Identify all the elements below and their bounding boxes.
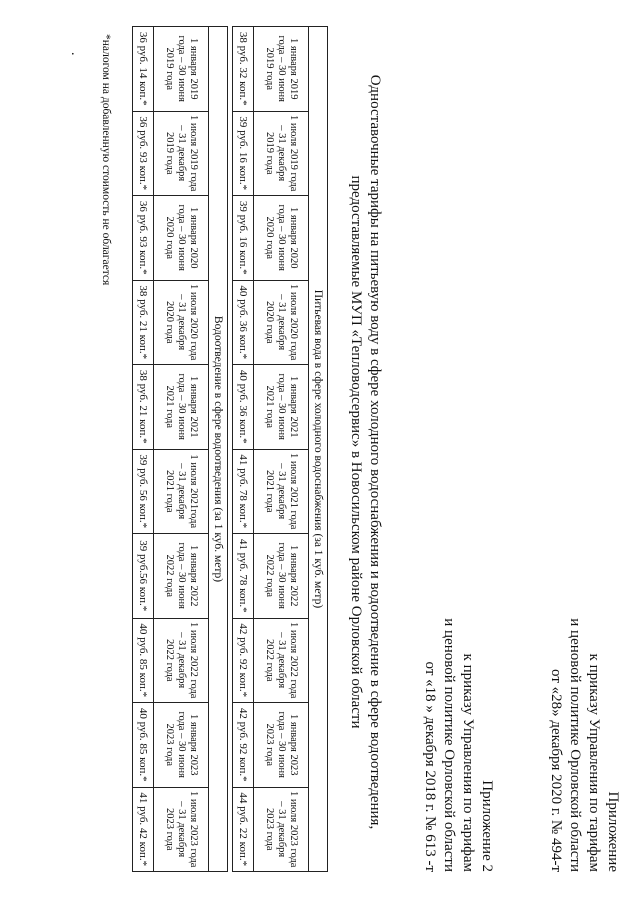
tariff-value-cell: 44 руб. 22 коп.* [233, 787, 254, 872]
document-heading [346, 12, 384, 892]
appendix-current [546, 618, 622, 872]
period-cell: 1 января 2019 года – 30 июня 2019 года [254, 27, 309, 112]
footnote: *налогом на добавленную стоимость не облагается [100, 34, 112, 286]
tariff-value-cell: 36 руб. 93 коп.* [133, 111, 154, 196]
period-row [154, 27, 209, 872]
period-cell: 1 июля 2019 года – 31 декабря 2019 года [254, 111, 309, 196]
section-gap-cell [228, 27, 233, 872]
appendix-current-title: Приложение [605, 791, 621, 872]
tariff-value-cell: 36 руб. 14 коп.* [133, 27, 154, 112]
period-cell: 1 июля 2023 года – 31 декабря 2023 года [254, 787, 309, 872]
tariff-value-cell: 42 руб. 92 коп.* [233, 618, 254, 703]
section-title: Водоотведение в сфере водоотведения (за 1 куб. метр) [209, 27, 228, 872]
tariff-value-cell: 40 руб. 36 коп.* [233, 365, 254, 450]
section-title: Питьевая вода в сфере холодного водоснабжения (за 1 куб. метр) [309, 27, 328, 872]
period-cell: 1 января 2020 года – 30 июня 2020 года [254, 196, 309, 281]
tariff-value-cell: 41 руб. 78 коп.* [233, 534, 254, 619]
tariff-value-cell: 40 руб. 85 коп.* [133, 618, 154, 703]
period-cell: 1 июля 2020 года – 31 декабря 2020 года [254, 280, 309, 365]
appendix-previous-line3: от «18 » декабря 2018 г. № 613 -т [422, 661, 438, 872]
period-cell: 1 января 2022 года – 30 июня 2022 года [154, 534, 209, 619]
tariff-value-cell: 36 руб. 93 коп.* [133, 196, 154, 281]
period-cell: 1 июля 2020 года – 31 декабря 2020 года [154, 280, 209, 365]
tariff-table [132, 26, 328, 872]
tariff-value-cell: 41 руб. 42 коп.* [133, 787, 154, 872]
appendix-current-line2: и ценовой политике Орловской области [567, 618, 583, 872]
period-cell: 1 января 2020 года – 30 июня 2020 года [154, 196, 209, 281]
tariff-value-cell: 42 руб. 92 коп.* [233, 703, 254, 788]
period-cell: 1 января 2021 года – 30 июня 2021 года [254, 365, 309, 450]
tariff-value-row [133, 27, 154, 872]
appendix-current-line1: к приказу Управления по тарифам [586, 653, 602, 872]
tariff-value-cell: 39 руб. 16 коп.* [233, 196, 254, 281]
period-row [254, 27, 309, 872]
period-cell: 1 января 2019 года – 30 июня 2019 года [154, 27, 209, 112]
period-cell: 1 июля 2021года – 31 декабря 2021 года [154, 449, 209, 534]
tariff-value-cell: 39 руб.56 коп.* [133, 534, 154, 619]
section-gap [228, 27, 233, 872]
period-cell: 1 июля 2019 года – 31 декабря 2019 года [154, 111, 209, 196]
period-cell: 1 января 2022 года – 30 июня 2022 года [254, 534, 309, 619]
tariff-table-body [133, 27, 328, 872]
tariff-value-cell: 38 руб. 21 коп.* [133, 365, 154, 450]
period-cell: 1 июля 2022 года – 31 декабря 2022 года [254, 618, 309, 703]
heading-line2: предоставляемые МУП «Тепловодсервис» в Новосильском районе Орловской области [348, 175, 364, 729]
tariff-value-row [233, 27, 254, 872]
section-title-row [209, 27, 228, 872]
appendix-previous-line2: и ценовой политике Орловской области [441, 618, 457, 872]
appendix-current-line3: от «28» декабря 2020 г. № 494-т [548, 669, 564, 872]
period-cell: 1 января 2023 года – 30 июня 2023 года [154, 703, 209, 788]
tariff-value-cell: 40 руб. 85 коп.* [133, 703, 154, 788]
appendix-previous [420, 618, 496, 872]
tariff-value-cell: 39 руб. 16 коп.* [233, 111, 254, 196]
tariff-value-cell: 38 руб. 32 коп.* [233, 27, 254, 112]
tariff-value-cell: 40 руб. 36 коп.* [233, 280, 254, 365]
tariff-value-cell: 39 руб. 56 коп.* [133, 449, 154, 534]
heading-line1: Одноставочные тарифы на питьевую воду в сфере холодного водоснабжения и водоотведение в сфере водоотведения, [367, 74, 383, 830]
section-title-row [309, 27, 328, 872]
document-page [8, 12, 628, 892]
period-cell: 1 июля 2021 года – 31 декабря 2021 года [254, 449, 309, 534]
period-cell: 1 января 2023 года – 30 июня 2023 года [254, 703, 309, 788]
stray-mark: . [68, 52, 83, 56]
period-cell: 1 июля 2023 года – 31 декабря 2023 года [154, 787, 209, 872]
period-cell: 1 января 2021 года – 30 июня 2021 года [154, 365, 209, 450]
tariff-value-cell: 41 руб. 78 коп.* [233, 449, 254, 534]
period-cell: 1 июля 2022 года – 31 декабря 2022 года [154, 618, 209, 703]
appendix-previous-title: Приложение 2 [479, 780, 495, 872]
tariff-value-cell: 38 руб. 21 коп.* [133, 280, 154, 365]
appendix-previous-line1: к приказу Управления по тарифам [460, 653, 476, 872]
